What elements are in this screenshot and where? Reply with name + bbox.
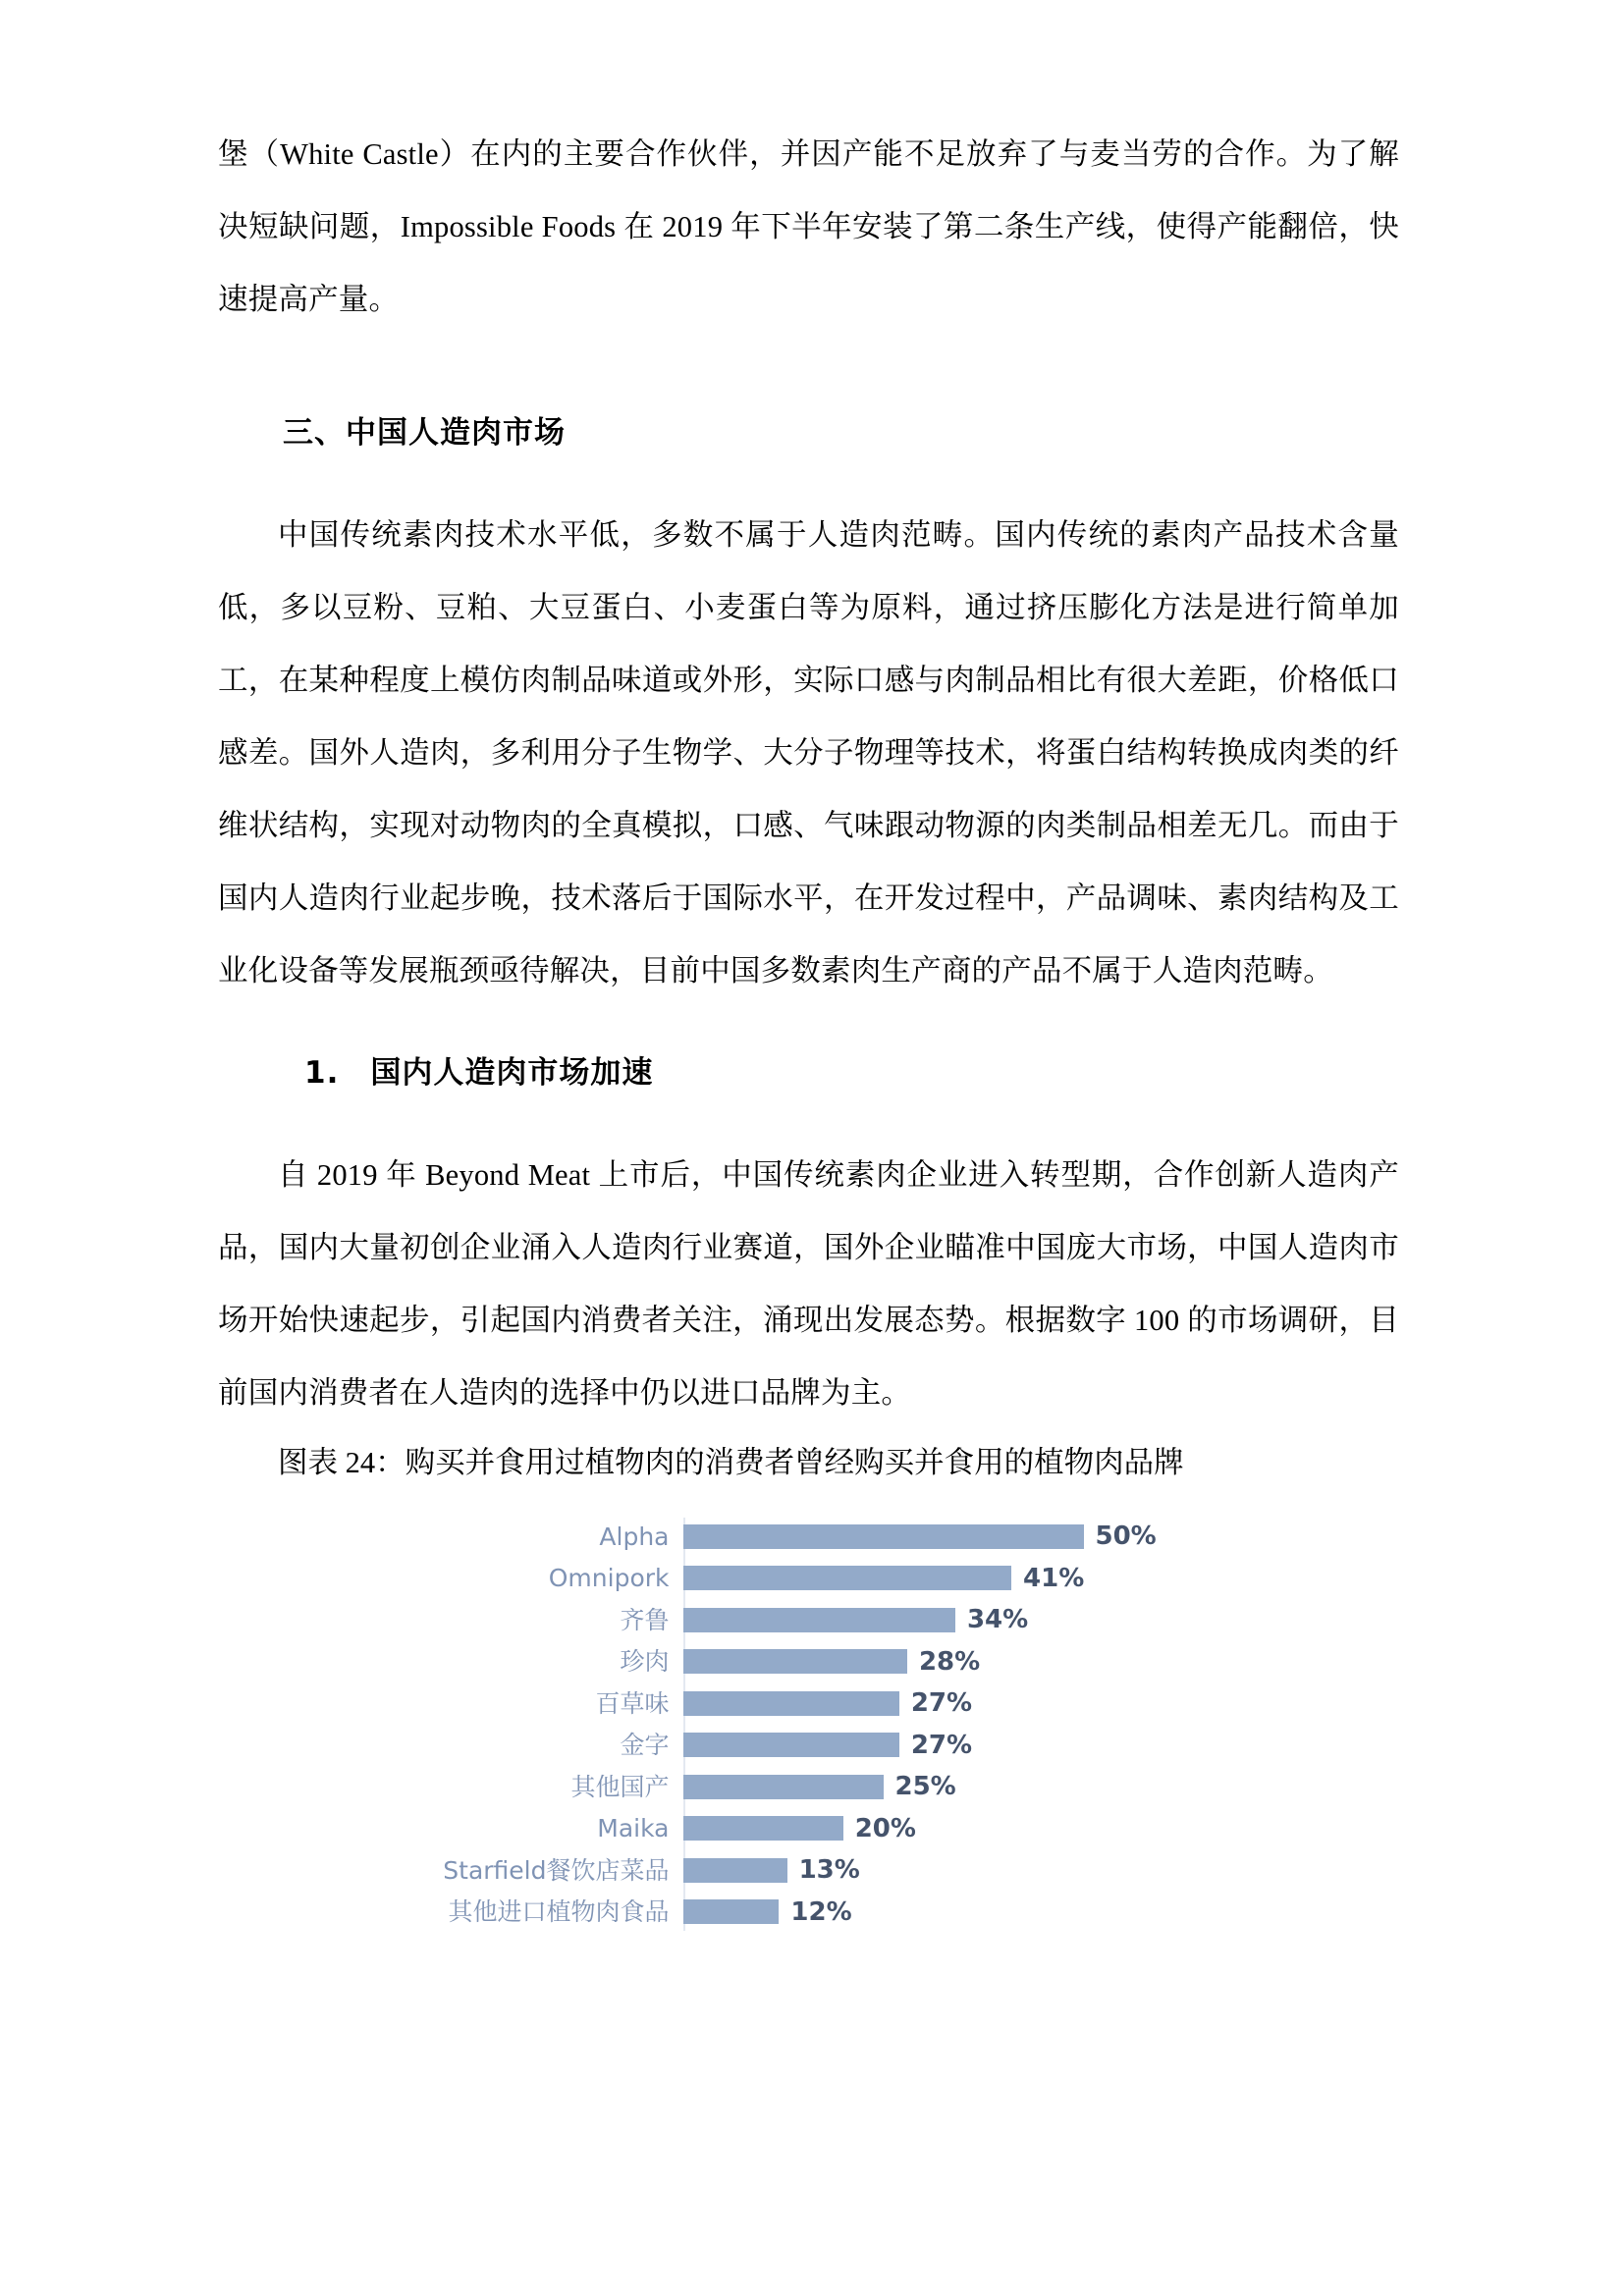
bar-fill	[683, 1899, 780, 1924]
bar-fill	[683, 1691, 899, 1716]
bar-category-label: 其他进口植物肉食品	[448, 1897, 670, 1927]
bar-row	[416, 1810, 1202, 1848]
bar-row	[416, 1684, 1202, 1723]
bar-track	[683, 1810, 1202, 1848]
bar-value-label: 50%	[1095, 1522, 1157, 1552]
bar-fill	[683, 1608, 955, 1632]
bar-track	[683, 1518, 1202, 1556]
page-content	[218, 118, 1399, 1935]
bar-value-label: 27%	[910, 1688, 973, 1719]
bar-track	[683, 1727, 1202, 1765]
bar-value-label: 41%	[1023, 1563, 1085, 1593]
bar-track	[683, 1560, 1202, 1598]
bar-value-label: 27%	[910, 1730, 973, 1760]
bar-fill	[683, 1775, 884, 1799]
bar-category-label: Maika	[597, 1814, 670, 1843]
bar-row	[416, 1768, 1202, 1806]
bar-value-label: 34%	[966, 1605, 1029, 1635]
bar-value-label: 28%	[918, 1646, 981, 1677]
bar-fill	[683, 1566, 1012, 1590]
bar-fill	[683, 1524, 1084, 1549]
bar-row	[416, 1560, 1202, 1598]
bar-value-label: 20%	[854, 1813, 916, 1843]
spacer	[218, 469, 1399, 499]
spacer	[218, 1007, 1399, 1037]
bar-track	[683, 1768, 1202, 1806]
bar-track	[683, 1894, 1202, 1932]
paragraph-continuation: 堡（White Castle）在内的主要合作伙伴，并因产能不足放弃了与麦当劳的合作。为了解决短缺问题，Impossible Foods 在 2019 年下半年安装了第二条生产线，使得产能翻倍，快速提高产量。	[218, 137, 1399, 316]
bar-category-label: 金字	[620, 1731, 670, 1760]
bar-track	[683, 1684, 1202, 1723]
spacer	[218, 1109, 1399, 1139]
bar-row	[416, 1643, 1202, 1682]
bar-chart	[416, 1518, 1202, 1931]
figure-caption-24: 图表 24：购买并食用过植物肉的消费者曾经购买并食用的植物肉品牌	[278, 1446, 1184, 1479]
bar-value-label: 12%	[790, 1896, 852, 1927]
bar-category-label: 珍肉	[620, 1647, 670, 1677]
bar-row	[416, 1518, 1202, 1556]
bar-category-label: 齐鲁	[620, 1605, 670, 1634]
bar-fill	[683, 1858, 787, 1883]
spacer	[218, 336, 1399, 397]
bar-fill	[683, 1649, 907, 1674]
figure-24-chart-wrapper	[218, 1518, 1399, 1931]
paragraph-market-acceleration: 自 2019 年 Beyond Meat 上市后，中国传统素肉企业进入转型期，合作创新人造肉产品，国内大量初创企业涌入人造肉行业赛道，国外企业瞄准中国庞大市场，中国人造肉市场开始快速起步，引起国内消费者关注，涌现出发展态势。根据数字 100 的市场调研，目前国内消费者在人造肉的选择中仍以进口品牌为主。	[218, 1158, 1399, 1410]
bar-category-label: Omnipork	[548, 1564, 670, 1593]
bar-track	[683, 1601, 1202, 1639]
bar-category-label: 百草味	[595, 1688, 670, 1718]
bar-fill	[683, 1816, 843, 1841]
section-heading-3: 三、中国人造肉市场	[283, 415, 566, 451]
bar-row	[416, 1727, 1202, 1765]
bar-category-label: Alpha	[599, 1522, 670, 1551]
bar-category-label: Starfield餐饮店菜品	[443, 1855, 670, 1885]
bar-value-label: 25%	[894, 1772, 956, 1802]
bar-track	[683, 1643, 1202, 1682]
bar-value-label: 13%	[798, 1855, 860, 1886]
bar-row	[416, 1851, 1202, 1890]
bar-track	[683, 1851, 1202, 1890]
bar-fill	[683, 1733, 899, 1757]
bar-category-label: 其他国产	[570, 1772, 670, 1801]
paragraph-china-market-overview: 中国传统素肉技术水平低，多数不属于人造肉范畴。国内传统的素肉产品技术含量低，多以豆粉、豆粕、大豆蛋白、小麦蛋白等为原料，通过挤压膨化方法是进行简单加工，在某种程度上模仿肉制品味道或外形，实际口感与肉制品相比有很大差距，价格低口感差。国外人造肉，多利用分子生物学、大分子物理等技术，将蛋白结构转换成肉类的纤维状结构，实现对动物肉的全真模拟，口感、气味跟动物源的肉类制品相差无几。而由于国内人造肉行业起步晚，技术落后于国际水平，在开发过程中，产品调味、素肉结构及工业化设备等发展瓶颈亟待解决，目前中国多数素肉生产商的产品不属于人造肉范畴。	[218, 518, 1399, 988]
bar-row	[416, 1894, 1202, 1932]
sub-heading-1: 1. 国内人造肉市场加速	[304, 1055, 654, 1091]
bar-row	[416, 1601, 1202, 1639]
